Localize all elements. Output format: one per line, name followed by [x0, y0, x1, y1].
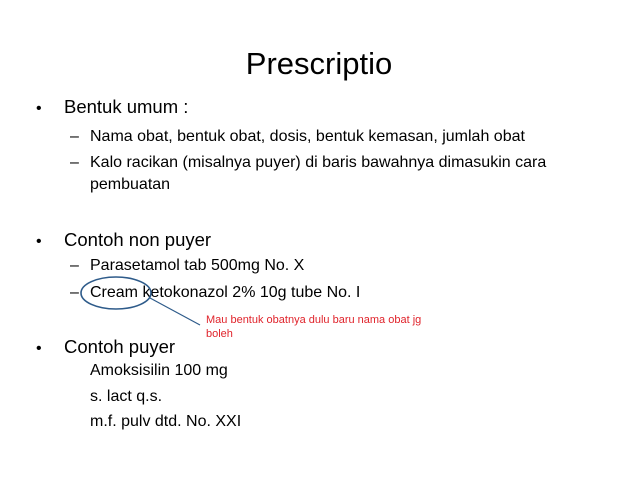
- annotation-note: Mau bentuk obatnya dulu baru nama obat jg boleh: [206, 314, 422, 340]
- slide-title: Prescriptio: [245, 46, 393, 81]
- bullet-contoh-puyer: [36, 335, 175, 361]
- dash: –: [70, 154, 79, 171]
- bullet-dot: •: [36, 340, 42, 357]
- dash: –: [70, 284, 79, 301]
- dash: –: [70, 128, 79, 145]
- sub-item-text: Kalo racikan (misalnya puyer) di baris bawahnya dimasukin cara: [90, 154, 547, 171]
- sub-item-text: Cream ketokonazol 2% 10g tube No. I: [90, 284, 361, 301]
- dash: –: [70, 257, 79, 274]
- annotation-arrow-line: [150, 298, 200, 325]
- bullet-heading: Contoh non puyer: [64, 229, 212, 250]
- bullet-dot: •: [36, 100, 42, 117]
- highlight-ellipse: [81, 277, 151, 309]
- sub-item-text: Nama obat, bentuk obat, dosis, bentuk kemasan, jumlah obat: [90, 128, 525, 145]
- recipe-line: Amoksisilin 100 mg: [90, 362, 228, 379]
- recipe-line: s. lact q.s.: [90, 388, 163, 405]
- bullet-heading: Bentuk umum :: [64, 96, 189, 117]
- sub-item-text: Parasetamol tab 500mg No. X: [90, 257, 305, 274]
- bullet-heading: Contoh puyer: [64, 336, 176, 357]
- bullet-dot: •: [36, 233, 42, 250]
- sub-item-continuation: pembuatan: [90, 176, 171, 193]
- recipe-line: m.f. pulv dtd. No. XXI: [90, 413, 242, 430]
